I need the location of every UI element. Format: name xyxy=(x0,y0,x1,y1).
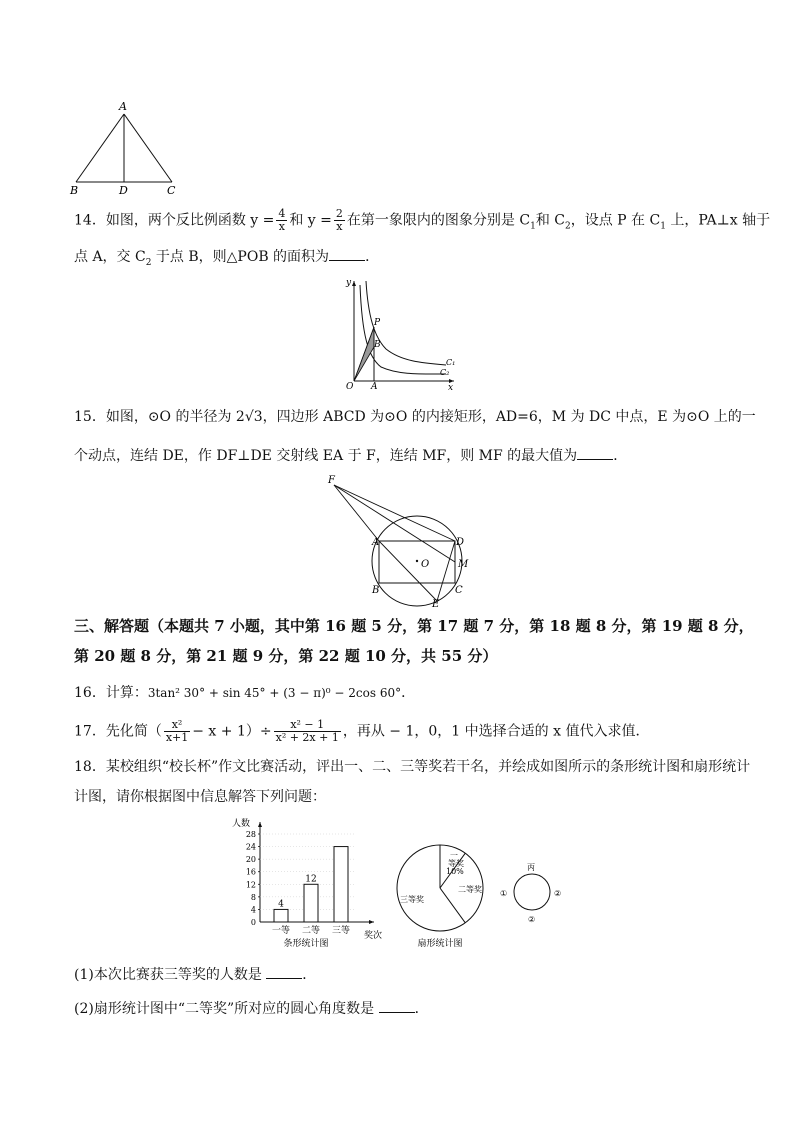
point-a-label: A xyxy=(372,537,380,548)
pie-label-third: 三等奖 xyxy=(400,895,424,904)
label-b: B xyxy=(70,184,79,196)
section3-heading-line1: 三、解答题（本题共 7 小题，其中第 16 题 5 分，第 17 题 7 分，第 18 题 8 分，第 19 题 8 分， xyxy=(74,617,754,635)
triangle-figure xyxy=(64,96,194,196)
bar-1 xyxy=(274,909,288,922)
y-tick-label: 16 xyxy=(245,867,256,877)
small-circle-right-label: ② xyxy=(554,889,562,898)
pie-label-first-line2: 等奖 xyxy=(448,859,464,868)
q17: 17．先化简（ $\frac{\text{x²}}{x+1}$ − x + 1）÷ $\frac{\text{x² − 1}}{\text{x² + 2x + 1}}$ ，再从 − 1，0，1 中选择合适的 x 值代入求值． xyxy=(74,718,650,744)
point-o-label: O xyxy=(421,559,430,570)
point-b-label: B xyxy=(372,585,380,596)
q18-line1: 18．某校组织“校长杯”作文比赛活动，评出一、二、三等奖若干名，并绘成如图所示的条形统计图和扇形统计 xyxy=(74,759,751,775)
x-axis-arrow xyxy=(369,920,374,924)
q15-line1: 15．如图，⊙O 的半径为 2√3，四边形 ABCD 为⊙O 的内接矩形，AD=6，M 为 DC 中点，E 为⊙O 上的一 xyxy=(74,409,756,425)
y-tick-label: 24 xyxy=(245,842,256,852)
pie-label-first-percent: 10% xyxy=(446,867,464,876)
bar-2 xyxy=(304,884,318,922)
small-circle-top-label: 丙 xyxy=(527,863,535,872)
y-tick-label: 8 xyxy=(250,892,256,902)
q15-line2: 个动点，连结 DE，作 DF⊥DE 交射线 EA 于 F，连结 MF，则 MF 的最大值为 ． xyxy=(74,445,627,466)
y-tick-label: 20 xyxy=(245,855,256,865)
curve-c2-label: C₂ xyxy=(440,368,450,377)
q18-line2: 计图，请你根据图中信息解答下列问题： xyxy=(74,789,326,805)
q14-line1: 14．如图，两个反比例函数 y = $\frac{4}{x}$ 和 y = $\frac{2}{x}$ 在第一象限内的图象分别是 $C_1$和 $C_2$，设点 P 在 $C_1$ 上，PA⊥x 轴于 xyxy=(74,207,771,233)
axis-x-label: x xyxy=(448,383,454,391)
pie-chart xyxy=(392,840,492,952)
chart-title: 条形统计图 xyxy=(283,939,329,949)
value-label: 12 xyxy=(305,874,317,885)
bar-chart xyxy=(224,814,388,954)
point-d-label: D xyxy=(456,537,465,548)
label-d: D xyxy=(119,184,128,196)
chart-title: 扇形统计图 xyxy=(417,939,463,949)
y-tick-label: 4 xyxy=(250,905,256,915)
label-a: A xyxy=(119,100,127,113)
curve-c1-label: C₁ xyxy=(446,358,456,367)
small-circle-left-label: ① xyxy=(500,889,508,898)
point-p-label: P xyxy=(374,318,381,328)
axis-y-label: y xyxy=(346,278,352,288)
q16: 16．计算：3tan² 30° + sin 45° + (3 − π)⁰ − 2cos 60°． xyxy=(74,685,416,701)
hyperbola-figure xyxy=(336,275,460,391)
y-tick-label: 0 xyxy=(250,918,256,927)
x-axis-label: 奖次 xyxy=(364,931,383,941)
pie-label-second: 二等奖 xyxy=(458,885,482,894)
circle-rectangle-figure xyxy=(322,473,474,609)
y-axis-label: 人数 xyxy=(232,819,251,829)
q18-sub2: (2)扇形统计图中“二等奖”所对应的圆心角度数是 ． xyxy=(74,998,429,1019)
section3-heading-line2: 第 20 题 8 分，第 21 题 9 分，第 22 题 10 分，共 55 分） xyxy=(74,647,498,665)
pie-label-first-line1: 一 xyxy=(450,851,458,860)
bar-3 xyxy=(334,847,348,922)
point-e-label: E xyxy=(432,599,440,609)
category-label: 二等 xyxy=(301,926,321,936)
q18-sub1: (1)本次比赛获三等奖的人数是 ． xyxy=(74,964,316,985)
small-circle-bottom-label: ② xyxy=(528,915,536,924)
y-axis-arrow xyxy=(258,822,262,827)
origin-label: O xyxy=(346,382,354,391)
small-circle-figure xyxy=(496,858,568,926)
category-label: 一等 xyxy=(271,926,291,936)
y-tick-label: 28 xyxy=(245,830,256,839)
label-c: C xyxy=(167,184,176,196)
point-f-label: F xyxy=(328,475,335,486)
value-label: 4 xyxy=(278,899,284,910)
q14-line2: 点 A，交 $C_2$ 于点 B，则△POB 的面积为 ． xyxy=(74,246,379,273)
point-b-label: B xyxy=(374,340,381,350)
y-tick-label: 12 xyxy=(245,880,256,890)
point-c-label: C xyxy=(455,585,463,596)
point-m-label: M xyxy=(458,559,469,570)
point-a-label: A xyxy=(371,382,378,391)
category-label: 三等 xyxy=(331,926,351,936)
